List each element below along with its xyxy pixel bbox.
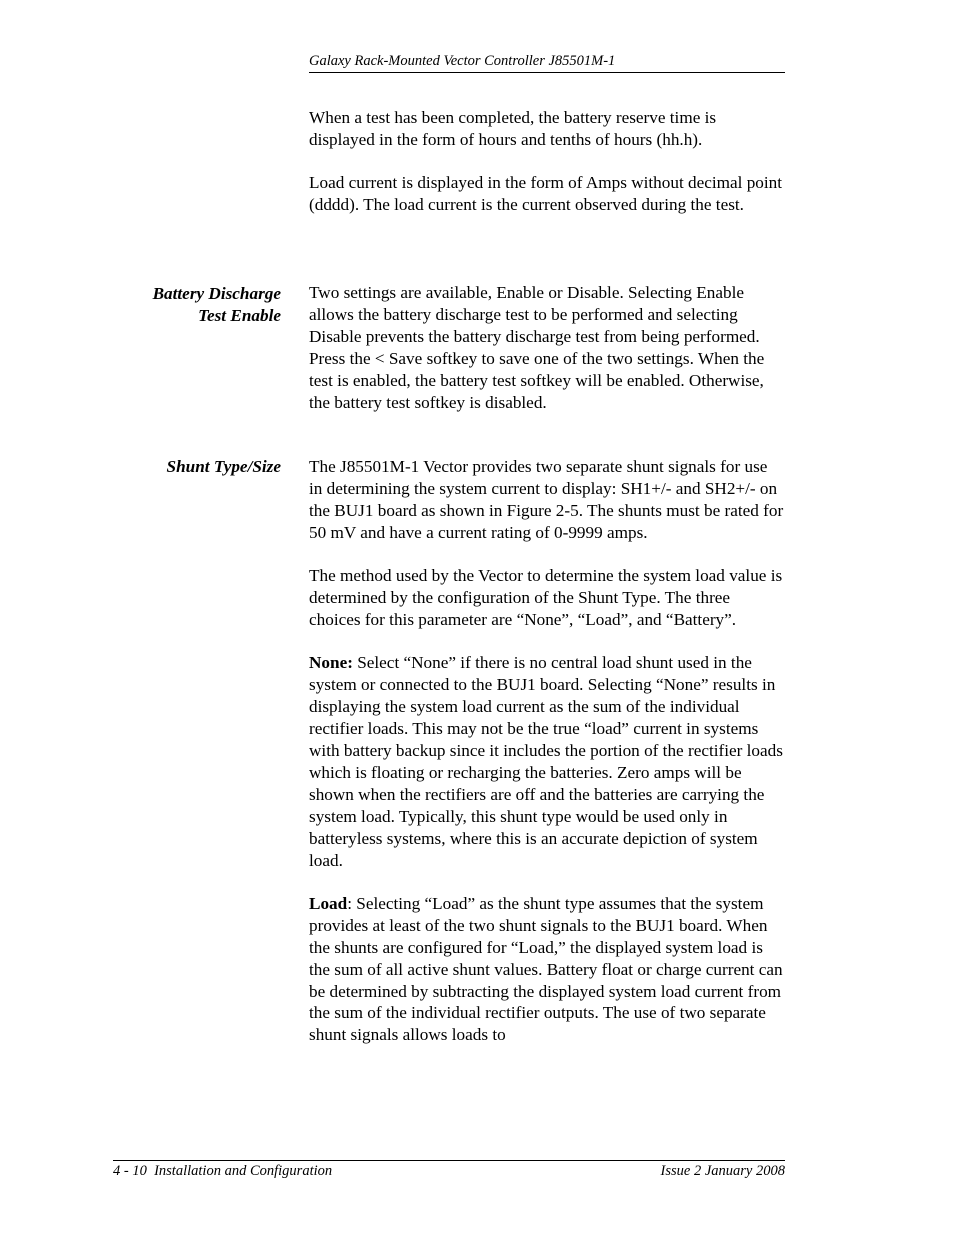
shunt-none-text: Select “None” if there is no central load shunt used in the system or connected to the BUJ1 board. Selecting “None” results in displaying the system load current as the sum of the individual rectifier loads. This may not be the true “load” current in systems with battery backup since it includes the portion of the rectifier loads which is floating or recharging the batteries. Zero amps will be shown when the rectifiers are off and the batteries are carrying the system load. Typically, this shunt type would be used only in batteryless systems, where this is an accurate depiction of system load. [309, 653, 783, 870]
shunt-load-term: Load [309, 893, 348, 913]
battery-discharge-section [309, 282, 785, 413]
battery-discharge-label [81, 283, 281, 326]
shunt-type-label-text: Shunt Type/Size [166, 457, 281, 476]
intro-paragraph-2: Load current is displayed in the form of Amps without decimal point (dddd). The load current is the current observed during the test. [309, 173, 783, 215]
shunt-none-term: None: [309, 653, 353, 673]
running-header: Galaxy Rack-Mounted Vector Controller J85501M-1 [309, 51, 785, 73]
shunt-load-paragraph [309, 893, 785, 1046]
page-footer [113, 1160, 785, 1181]
shunt-type-section [309, 456, 785, 1046]
shunt-paragraph-1: The J85501M-1 Vector provides two separate shunt signals for use in determining the system current to display: SH1+/- and SH2+/- on the BUJ1 board as shown in Figure 2-5. The shunts must be rated for 50 mV and have a current rating of 0-9999 amps. [309, 457, 784, 542]
shunt-paragraph-2: The method used by the Vector to determine the system load value is determined by the configuration of the Shunt Type. The three choices for this parameter are “None”, “Load”, and “Battery”. [309, 566, 783, 629]
battery-discharge-label-line1: Battery Discharge [152, 284, 281, 303]
footer-left: 4 - 10 Installation and Configuration [113, 1163, 333, 1179]
footer-right: Issue 2 January 2008 [660, 1163, 785, 1179]
shunt-type-label [81, 456, 281, 478]
intro-section [309, 107, 785, 216]
battery-discharge-label-line2: Test Enable [198, 305, 281, 325]
shunt-load-text: : Selecting “Load” as the shunt type assumes that the system provides at least of the two shunt signals to the BUJ1 board. When the shunts are configured for “Load,” the displayed system load is the sum of all active shunt values. Battery float or charge current can be determined by subtracting the displayed system load current from the sum of the individual rectifier outputs. The use of two separate shunt signals allows loads to [309, 893, 783, 1045]
shunt-none-paragraph [309, 652, 785, 871]
battery-discharge-paragraph: Two settings are available, Enable or Disable. Selecting Enable allows the battery discharge test to be performed and selecting Disable prevents the battery discharge test from being performed. Press the < Save softkey to save one of the two settings. When the test is enabled, the battery test softkey will be enabled. Otherwise, the battery test softkey is disabled. [309, 283, 765, 412]
intro-paragraph-1: When a test has been completed, the battery reserve time is displayed in the form of hours and tenths of hours (hh.h). [309, 108, 717, 149]
